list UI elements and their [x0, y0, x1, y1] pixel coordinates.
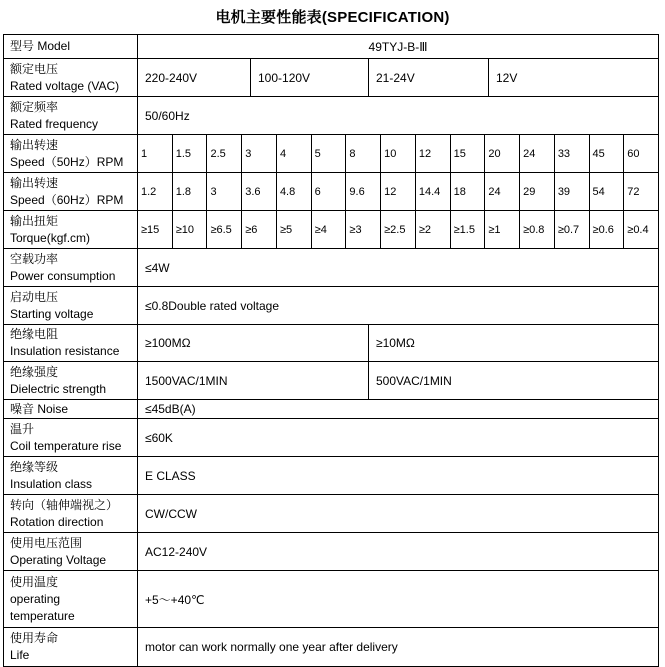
row-label-zh: 绝缘等级: [10, 459, 59, 474]
speed50-cell: 4: [277, 135, 312, 172]
row-noise: [4, 400, 658, 419]
row-coil-temperature-rise: [4, 419, 658, 457]
model-value: 49TYJ-B-Ⅲ: [368, 39, 428, 54]
row-label-zh: 输出转速: [10, 175, 59, 190]
speed60-cell: 9.6: [346, 173, 381, 210]
torque-cell: ≥3: [346, 211, 381, 248]
torque-cell: ≥2.5: [381, 211, 416, 248]
speed50-cell: 12: [416, 135, 451, 172]
torque-cell: ≥0.4: [627, 223, 649, 236]
torque-cell: ≥1: [485, 211, 520, 248]
row-rated-voltage: [4, 59, 658, 97]
row-rated-frequency-label: [4, 97, 138, 134]
row-rated-voltage-label: [4, 59, 138, 96]
row-speed-60hz: [4, 173, 658, 211]
row-operating-voltage: [4, 533, 658, 571]
row-dielectric-strength-label: [4, 362, 138, 399]
row-power-consumption: [4, 249, 658, 287]
dielectric-strength-cell: 500VAC/1MIN: [376, 373, 452, 388]
frequency-value: 50/60Hz: [145, 108, 190, 123]
row-label-en: Rated frequency: [10, 116, 99, 131]
speed60-cell: 39: [555, 173, 590, 210]
row-label-en: Speed（60Hz）RPM: [10, 192, 124, 207]
speed50-cell: 10: [381, 135, 416, 172]
row-label-en: Life: [10, 648, 30, 662]
dielectric-strength-cell: 1500VAC/1MIN: [138, 362, 369, 399]
row-label-en: Rotation direction: [10, 514, 104, 529]
row-life-label: [4, 628, 138, 666]
row-speed-50hz: [4, 135, 658, 173]
row-label-zh: 绝缘强度: [10, 364, 59, 379]
voltage-cell: 100-120V: [251, 59, 369, 96]
speed60-cell: 12: [381, 173, 416, 210]
insulation-resistance-cell: ≥100MΩ: [138, 325, 369, 361]
row-dielectric-strength: [4, 362, 658, 400]
torque-cell: ≥2: [416, 211, 451, 248]
row-label-zh: 空载功率: [10, 251, 59, 266]
torque-cell: ≥0.8: [520, 211, 555, 248]
speed50-cell: 45: [590, 135, 625, 172]
noise-value: ≤45dB(A): [145, 402, 196, 416]
speed60-cell: 24: [485, 173, 520, 210]
row-label-zh: 输出转速: [10, 137, 59, 152]
row-label-zh: 转向（轴伸端视之）: [10, 497, 119, 512]
starting-voltage-value: ≤0.8Double rated voltage: [145, 298, 280, 313]
row-torque: [4, 211, 658, 249]
operating-voltage-value: AC12-240V: [145, 544, 208, 559]
speed50-cell: 20: [485, 135, 520, 172]
insulation-resistance-cell: ≥10MΩ: [376, 336, 415, 350]
row-label-en: Coil temperature rise: [10, 438, 122, 453]
row-rated-frequency: [4, 97, 658, 135]
row-label-zh: 使用温度: [10, 574, 59, 589]
page-title: 电机主要性能表(SPECIFICATION): [215, 9, 450, 26]
row-rotation-direction-label: [4, 495, 138, 532]
row-insulation-class: [4, 457, 658, 495]
torque-cell: ≥0.7: [555, 211, 590, 248]
speed60-cell: 3.6: [242, 173, 277, 210]
row-speed-50hz-label: [4, 135, 138, 172]
torque-cell: ≥6: [242, 211, 277, 248]
row-operating-temperature: [4, 571, 658, 628]
speed50-cell: 33: [555, 135, 590, 172]
speed60-cell: 72: [627, 185, 640, 198]
speed60-cell: 1.8: [173, 173, 208, 210]
row-label-en: temperature: [10, 608, 75, 623]
torque-cell: ≥5: [277, 211, 312, 248]
speed50-cell: 24: [520, 135, 555, 172]
row-label-en: operating: [10, 591, 61, 606]
speed50-cell: 15: [451, 135, 486, 172]
row-label-zh: 启动电压: [10, 289, 59, 304]
row-label-en: Rated voltage (VAC): [10, 78, 120, 93]
row-starting-voltage: [4, 287, 658, 325]
torque-cell: ≥6.5: [207, 211, 242, 248]
speed50-cell: 2.5: [207, 135, 242, 172]
torque-cell: ≥1.5: [451, 211, 486, 248]
row-life: [4, 628, 658, 666]
row-insulation-resistance: [4, 325, 658, 362]
row-insulation-class-label: [4, 457, 138, 494]
speed50-cell: 5: [312, 135, 347, 172]
row-noise-label: [4, 400, 138, 418]
torque-cell: ≥15: [138, 211, 173, 248]
rotation-direction-value: CW/CCW: [145, 506, 197, 521]
row-starting-voltage-label: [4, 287, 138, 324]
row-label-text: 噪音 Noise: [10, 401, 69, 416]
speed50-cell: 1.5: [173, 135, 208, 172]
row-label-en: Operating Voltage: [10, 552, 107, 567]
coil-temperature-rise-value: ≤60K: [145, 430, 173, 445]
row-operating-voltage-label: [4, 533, 138, 570]
voltage-cell: 12V: [496, 70, 518, 85]
torque-cell: ≥10: [173, 211, 208, 248]
speed60-cell: 3: [207, 173, 242, 210]
row-speed-60hz-label: [4, 173, 138, 210]
row-label-en: Dielectric strength: [10, 381, 107, 396]
speed60-cell: 4.8: [277, 173, 312, 210]
row-label-zh: 额定电压: [10, 61, 59, 76]
voltage-cell: 220-240V: [138, 59, 251, 96]
speed50-cell: 8: [346, 135, 381, 172]
life-value: motor can work normally one year after delivery: [145, 640, 398, 654]
row-model: [4, 35, 658, 59]
row-insulation-resistance-label: [4, 325, 138, 361]
row-coil-temperature-rise-label: [4, 419, 138, 456]
row-label-text: 型号 Model: [10, 39, 71, 53]
row-label-en: Insulation resistance: [10, 344, 120, 358]
speed60-cell: 14.4: [416, 173, 451, 210]
row-operating-temperature-label: [4, 571, 138, 627]
speed50-cell: 1: [138, 135, 173, 172]
row-power-consumption-label: [4, 249, 138, 286]
row-torque-label: [4, 211, 138, 248]
row-label-zh: 温升: [10, 421, 35, 436]
row-label-zh: 输出扭矩: [10, 213, 59, 228]
row-label-zh: 额定频率: [10, 99, 59, 114]
speed50-cell: 3: [242, 135, 277, 172]
row-label-en: Torque(kgf.cm): [10, 230, 91, 245]
speed60-cell: 1.2: [138, 173, 173, 210]
power-consumption-value: ≤4W: [145, 260, 170, 275]
torque-cell: ≥0.6: [590, 211, 625, 248]
row-label-en: Starting voltage: [10, 306, 94, 321]
specification-table: [3, 34, 659, 667]
row-label-zh: 使用寿命: [10, 631, 59, 645]
speed60-cell: 54: [590, 173, 625, 210]
row-label-zh: 绝缘电阻: [10, 327, 59, 341]
row-label-en: Power consumption: [10, 268, 116, 283]
speed50-cell: 60: [627, 147, 640, 160]
speed60-cell: 6: [312, 173, 347, 210]
speed60-cell: 29: [520, 173, 555, 210]
insulation-class-value: E CLASS: [145, 468, 196, 483]
row-model-label: [4, 35, 138, 58]
row-label-zh: 使用电压范围: [10, 535, 83, 550]
row-label-en: Insulation class: [10, 476, 93, 491]
voltage-cell: 21-24V: [369, 59, 489, 96]
speed60-cell: 18: [451, 173, 486, 210]
torque-cell: ≥4: [312, 211, 347, 248]
row-rotation-direction: [4, 495, 658, 533]
operating-temperature-value: +5～+40℃: [145, 592, 205, 607]
row-label-en: Speed（50Hz）RPM: [10, 154, 124, 169]
